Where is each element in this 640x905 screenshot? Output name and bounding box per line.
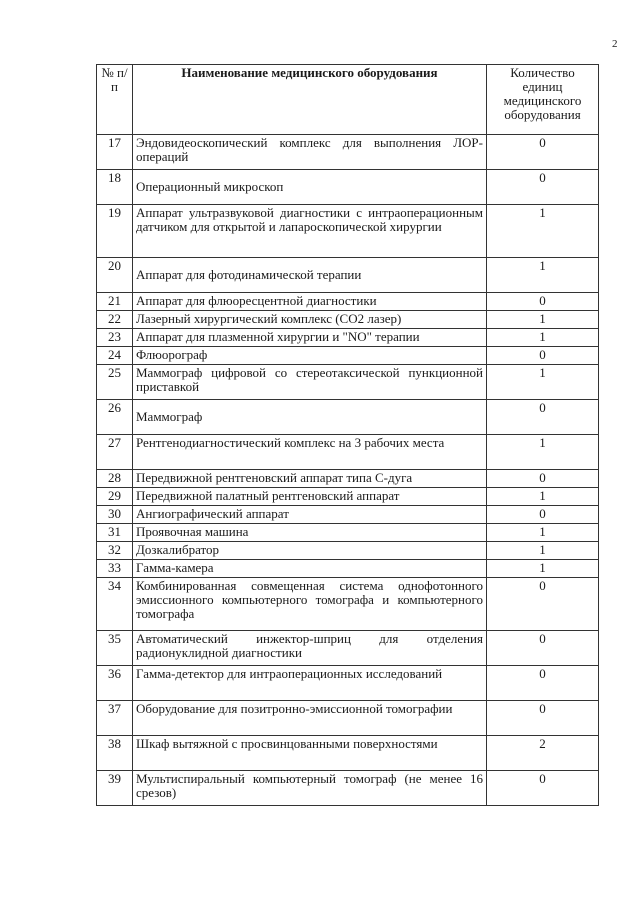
row-number: 21 [97, 293, 133, 311]
table-row [97, 347, 599, 365]
row-equipment-name: Мультиспиральный компьютерный томограф (не менее 16 срезов) [133, 771, 487, 806]
row-quantity: 1 [487, 311, 599, 329]
table-row [97, 560, 599, 578]
table-row [97, 542, 599, 560]
row-equipment-name: Маммограф цифровой со стереотаксической пункционной приставкой [133, 365, 487, 400]
row-quantity: 0 [487, 578, 599, 631]
table-row [97, 488, 599, 506]
row-equipment-name: Гамма-детектор для интраоперационных исследований [133, 666, 487, 701]
row-number: 17 [97, 135, 133, 170]
row-quantity: 0 [487, 470, 599, 488]
row-quantity: 0 [487, 400, 599, 435]
row-number: 19 [97, 205, 133, 258]
row-number: 22 [97, 311, 133, 329]
row-number: 33 [97, 560, 133, 578]
table-row [97, 666, 599, 701]
row-quantity: 0 [487, 666, 599, 701]
row-equipment-name: Проявочная машина [133, 524, 487, 542]
row-equipment-name: Аппарат ультразвуковой диагностики с интраоперационным датчиком для открытой и лапароскопической хирургии [133, 205, 487, 258]
table-row [97, 524, 599, 542]
row-number: 34 [97, 578, 133, 631]
table-row [97, 435, 599, 470]
table-header-row [97, 65, 599, 135]
row-equipment-name: Передвижной палатный рентгеновский аппарат [133, 488, 487, 506]
row-quantity: 0 [487, 293, 599, 311]
row-quantity: 0 [487, 771, 599, 806]
row-quantity: 1 [487, 542, 599, 560]
row-quantity: 0 [487, 701, 599, 736]
row-number: 36 [97, 666, 133, 701]
table-body [97, 135, 599, 806]
equipment-table [96, 64, 599, 806]
row-number: 26 [97, 400, 133, 435]
row-quantity: 0 [487, 506, 599, 524]
row-quantity: 1 [487, 329, 599, 347]
row-number: 32 [97, 542, 133, 560]
row-equipment-name: Флюорограф [133, 347, 487, 365]
row-number: 38 [97, 736, 133, 771]
table-row [97, 135, 599, 170]
row-equipment-name: Маммограф [133, 400, 487, 435]
row-quantity: 0 [487, 170, 599, 205]
row-equipment-name: Эндовидеоскопический комплекс для выполнения ЛОР- операций [133, 135, 487, 170]
row-number: 27 [97, 435, 133, 470]
row-number: 31 [97, 524, 133, 542]
page-number: 2 [612, 38, 618, 50]
row-equipment-name: Шкаф вытяжной с просвинцованными поверхностями [133, 736, 487, 771]
row-equipment-name: Лазерный хирургический комплекс (CO2 лазер) [133, 311, 487, 329]
row-equipment-name: Передвижной рентгеновский аппарат типа С-дуга [133, 470, 487, 488]
row-quantity: 1 [487, 205, 599, 258]
table-row [97, 205, 599, 258]
table-row [97, 470, 599, 488]
row-number: 18 [97, 170, 133, 205]
table-row [97, 631, 599, 666]
row-equipment-name: Комбинированная совмещенная система однофотонного эмиссионного компьютерного томографа и компьютерного томографа [133, 578, 487, 631]
row-equipment-name: Дозкалибратор [133, 542, 487, 560]
row-quantity: 0 [487, 135, 599, 170]
table-row [97, 578, 599, 631]
row-number: 39 [97, 771, 133, 806]
row-quantity: 1 [487, 435, 599, 470]
row-number: 37 [97, 701, 133, 736]
header-name: Наименование медицинского оборудования [133, 65, 487, 135]
row-number: 29 [97, 488, 133, 506]
table-row [97, 258, 599, 293]
table-row [97, 400, 599, 435]
table-row [97, 329, 599, 347]
table-row [97, 311, 599, 329]
row-equipment-name: Аппарат для фотодинамической терапии [133, 258, 487, 293]
table-row [97, 293, 599, 311]
table-row [97, 736, 599, 771]
row-quantity: 1 [487, 258, 599, 293]
row-quantity: 1 [487, 524, 599, 542]
row-quantity: 1 [487, 560, 599, 578]
row-equipment-name: Операционный микроскоп [133, 170, 487, 205]
row-quantity: 1 [487, 365, 599, 400]
table-row [97, 771, 599, 806]
row-equipment-name: Аппарат для плазменной хирургии и "NO" терапии [133, 329, 487, 347]
row-number: 24 [97, 347, 133, 365]
row-equipment-name: Рентгенодиагностический комплекс на 3 рабочих места [133, 435, 487, 470]
row-equipment-name: Ангиографический аппарат [133, 506, 487, 524]
table-row [97, 170, 599, 205]
table-row [97, 506, 599, 524]
row-equipment-name: Оборудование для позитронно-эмиссионной томографии [133, 701, 487, 736]
row-number: 30 [97, 506, 133, 524]
row-number: 28 [97, 470, 133, 488]
row-quantity: 0 [487, 347, 599, 365]
row-number: 35 [97, 631, 133, 666]
row-quantity: 2 [487, 736, 599, 771]
row-quantity: 0 [487, 631, 599, 666]
row-number: 25 [97, 365, 133, 400]
row-equipment-name: Автоматический инжектор-шприц для отделения радионуклидной диагностики [133, 631, 487, 666]
row-equipment-name: Гамма-камера [133, 560, 487, 578]
row-equipment-name: Аппарат для флюоресцентной диагностики [133, 293, 487, 311]
table-row [97, 365, 599, 400]
table-row [97, 701, 599, 736]
row-number: 20 [97, 258, 133, 293]
row-quantity: 1 [487, 488, 599, 506]
header-num: № п/п [97, 65, 133, 135]
header-qty: Количество единиц медицинского оборудования [487, 65, 599, 135]
row-number: 23 [97, 329, 133, 347]
